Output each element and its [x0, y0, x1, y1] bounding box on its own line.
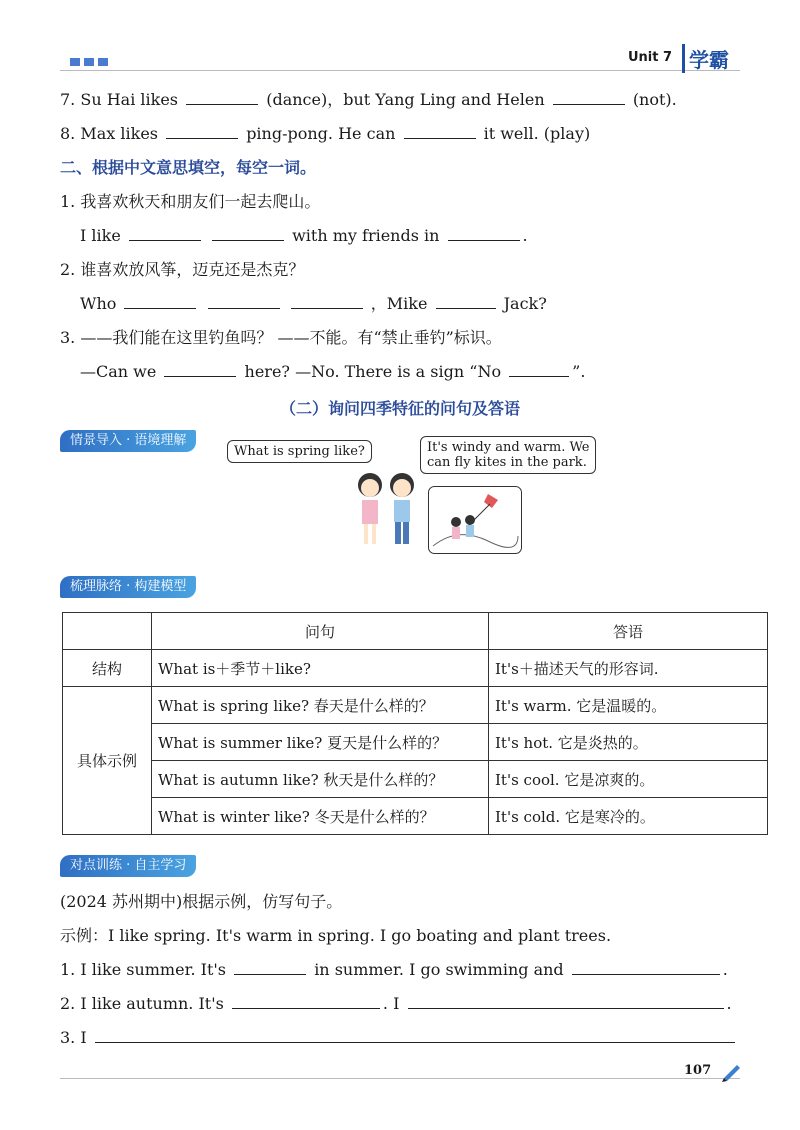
- section-2-title: 二、根据中文意思填空，每空一词。: [60, 158, 317, 177]
- answer-blank[interactable]: [553, 90, 625, 105]
- answer-blank[interactable]: [572, 960, 720, 975]
- table-row: What is autumn like? 秋天是什么样的？ It's cool. 它是凉爽的。: [63, 761, 768, 798]
- answer-blank[interactable]: [124, 294, 196, 309]
- subsection-title: （二）询问四季特征的问句及答语: [279, 399, 520, 418]
- practice-line-1: 1. I like summer. It's in summer. I go swimming and .: [60, 960, 728, 979]
- q3-english: —Can we here? —No. There is a sign “No ”.: [80, 362, 586, 381]
- answer-blank[interactable]: [436, 294, 496, 309]
- children-illustration: [340, 460, 430, 560]
- item-8: 8. Max likes ping-pong. He can it well. (play): [60, 124, 591, 143]
- answer-blank[interactable]: [509, 362, 569, 377]
- table-row: What is summer like? 夏天是什么样的？ It's hot. 它是炎热的。: [63, 724, 768, 761]
- footer-rule: [60, 1078, 740, 1079]
- brand-logo: 学霸: [682, 44, 729, 73]
- header-rule: [60, 70, 740, 71]
- item-7: 7. Su Hai likes (dance)，but Yang Ling and Helen (not).: [60, 90, 677, 109]
- pencil-icon: [720, 1060, 742, 1082]
- answer-blank[interactable]: [404, 124, 476, 139]
- kite-park-illustration: [428, 486, 522, 554]
- answer-blank[interactable]: [166, 124, 238, 139]
- q2-chinese: 2. 谁喜欢放风筝，迈克还是杰克？: [60, 260, 305, 279]
- q1-english: I like with my friends in .: [80, 226, 528, 245]
- practice-intro: (2024 苏州期中)根据示例，仿写句子。: [60, 892, 343, 911]
- table-row: 结构 What is＋季节＋like? It's＋描述天气的形容词.: [63, 650, 768, 687]
- practice-line-2: 2. I like autumn. It's . I .: [60, 994, 732, 1013]
- table-row: 具体示例 What is spring like? 春天是什么样的？ It's warm. 它是温暖的。: [63, 687, 768, 724]
- answer-blank[interactable]: [164, 362, 236, 377]
- speech-bubble-answer: It's windy and warm. We can fly kites in the park.: [420, 436, 596, 474]
- page-number: 107: [684, 1063, 712, 1078]
- table-row: What is winter like? 冬天是什么样的？ It's cold. 它是寒冷的。: [63, 798, 768, 835]
- answer-blank[interactable]: [448, 226, 520, 241]
- answer-blank[interactable]: [212, 226, 284, 241]
- answer-blank[interactable]: [129, 226, 201, 241]
- answer-blank[interactable]: [408, 994, 724, 1009]
- answer-blank[interactable]: [186, 90, 258, 105]
- answer-blank[interactable]: [95, 1028, 735, 1043]
- practice-example: 示例：I like spring. It's warm in spring. I go boating and plant trees.: [60, 926, 612, 945]
- answer-blank[interactable]: [232, 994, 380, 1009]
- scene-tag: 情景导入 · 语境理解: [60, 430, 196, 452]
- question-answer-table: [62, 612, 768, 835]
- q2-english: Who ，Mike Jack?: [80, 294, 547, 313]
- practice-tag: 对点训练 · 自主学习: [60, 855, 196, 877]
- speech-bubble-question: What is spring like?: [227, 440, 372, 463]
- answer-blank[interactable]: [291, 294, 363, 309]
- unit-label: Unit 7: [628, 50, 673, 65]
- practice-line-3: 3. I: [60, 1028, 738, 1048]
- model-tag: 梳理脉络 · 构建模型: [60, 576, 196, 598]
- answer-blank[interactable]: [234, 960, 306, 975]
- q3-chinese: 3. ——我们能在这里钓鱼吗？ ——不能。有“禁止垂钓”标识。: [60, 328, 502, 347]
- header-decoration: [70, 58, 112, 66]
- answer-blank[interactable]: [208, 294, 280, 309]
- table-header-row: 问句 答语: [63, 613, 768, 650]
- q1-chinese: 1. 我喜欢秋天和朋友们一起去爬山。: [60, 192, 321, 211]
